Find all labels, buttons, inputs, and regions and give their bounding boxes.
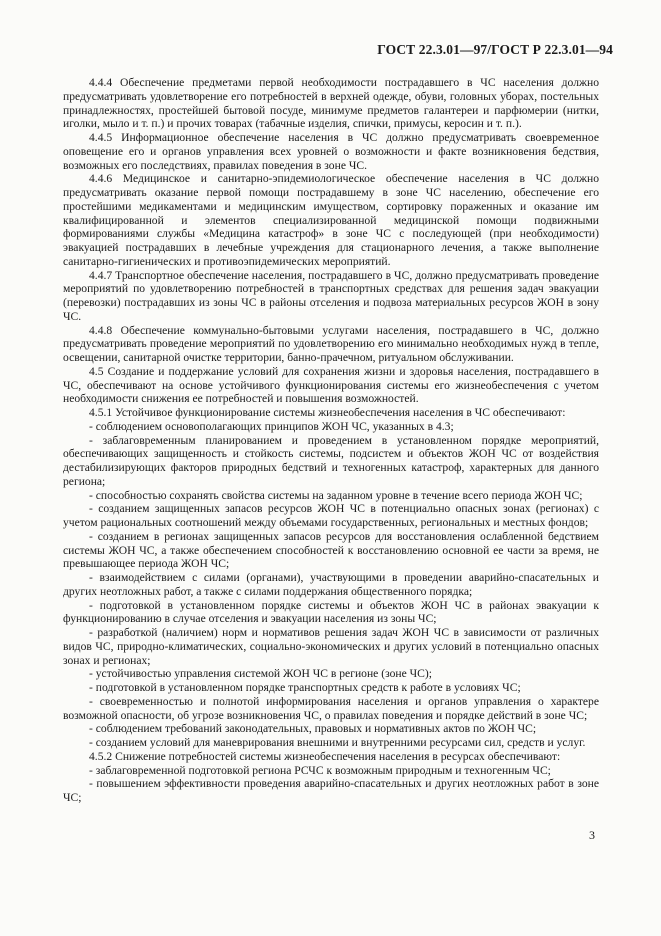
body-text — [63, 76, 599, 805]
list-item: - созданием защищенных запасов ресурсов ЖОН ЧС в потенциально опасных зонах (регионах) с учетом рациональных соотношений между объемами государственных, региональных и местных фондов; — [63, 502, 599, 529]
list-item: - своевременностью и полнотой информирования населения и органов управления о характере возможной опасности, об угрозе возникновения ЧС, о правилах поведения и порядке действий в зоне ЧС; — [63, 694, 599, 722]
list-item: - созданием условий для маневрирования внешними и внутренними ресурсами сил, средств и услуг. — [89, 736, 586, 749]
paragraph-4-4-5: 4.4.5 Информационное обеспечение населения в ЧС должно предусматривать своевременное оповещение его и органов управления всех уровней о возможности и факте возникновения бедствия, возможных его последствиях, правилах поведения в зоне ЧС. — [63, 131, 599, 172]
paragraph-4-4-8: 4.4.8 Обеспечение коммунально-бытовыми услугами населения, пострадавшего в ЧС, должно предусматривать проведение мероприятий по удовлетворению его минимально необходимых нужд в тепле, освещении, санитарной очистке территории, банно-прачечном, ритуальном обслуживании. — [63, 323, 599, 364]
list-item: - соблюдением требований законодательных, правовых и нормативных актов по ЖОН ЧС; — [89, 722, 537, 736]
paragraph-4-4-6: 4.4.6 Медицинское и санитарно-эпидемиологическое обеспечение населения в ЧС должно предусматривать оказание первой помощи пострадавшему в зоне ЧС населению, обеспечение его простейшими медикаментами и медицинским имуществом, сортировку пораженных и оказание им квалифицированной и элементов специализированной медицинской помощи подвижными формированиями службы «Медицина катастроф» в зоне ЧС с последующей (при необходимости) эвакуацией пострадавших в лечебные учреждения для стационарного лечения, а также выполнение санитарно-гигиенических и противоэпидемических мероприятий. — [63, 172, 599, 268]
paragraph-4-4-7: 4.4.7 Транспортное обеспечение населения, пострадавшего в ЧС, должно предусматривать проведение мероприятий по удовлетворению потребностей в транспортных средствах для решения задач эвакуации (перевозки) пострадавших из зоны ЧС в районы отселения и подвоза материальных ресурсов ЖОН в зону ЧС. — [63, 268, 599, 323]
list-item: - созданием в регионах защищенных запасов ресурсов для восстановления ослабленной бедствием системы ЖОН ЧС, а также обеспечением способностей к восстановлению основной ее части за время, не превышающее периода ЖОН ЧС; — [63, 529, 599, 571]
list-item: - соблюдением основополагающих принципов ЖОН ЧС, указанных в 4.3; — [89, 419, 454, 433]
paragraph-4-4-4: 4.4.4 Обеспечение предметами первой необходимости пострадавшего в ЧС населения должно предусматривать удовлетворение его потребностей в верхней одежде, обуви, головных уборах, постельных принадлежностях, простейшей бытовой посуде, минимуме предметов галантереи и парфюмерии (нитки, иголки, мыло и т. п.) и прочих товарах (табачные изделия, спички, примусы, керосин и т. п.). — [63, 76, 599, 131]
list-item: - заблаговременной подготовкой региона РСЧС к возможным природным и техногенным ЧС; — [89, 763, 551, 777]
list-item: - взаимодействием с силами (органами), участвующими в проведении аварийно-спасательных и других неотложных работ, а также с силами поддержания общественного порядка; — [63, 571, 599, 598]
list-item: - подготовкой в установленном порядке транспортных средств к работе в условиях ЧС; — [89, 681, 521, 694]
list-item: - заблаговременным планированием и проведением в установленном порядке мероприятий, обеспечивающих защищенность и стойкость системы, подсистем и объектов ЖОН ЧС от воздействия дестабилизирующих факторов природных бедствий и техногенных катастроф, характерных для данного региона; — [63, 433, 599, 488]
page-header: ГОСТ 22.3.01—97/ГОСТ Р 22.3.01—94 — [377, 42, 613, 57]
list-item: - разработкой (наличием) норм и нормативов решения задач ЖОН ЧС в зависимости от различных видов ЧС, природно-климатических, социально-экономических и других условий в потенциально опасных зонах и регионах; — [63, 626, 599, 667]
list-item: - подготовкой в установленном порядке системы и объектов ЖОН ЧС в районах эвакуации к функционированию в случае отселения и эвакуации населения из зоны ЧС; — [63, 598, 599, 626]
paragraph-4-5-1: 4.5.1 Устойчивое функционирование системы жизнеобеспечения населения в ЧС обеспечивают: — [89, 406, 566, 419]
list-item: - повышением эффективности проведения аварийно-спасательных и других неотложных работ в зоне ЧС; — [63, 777, 599, 804]
page-number: 3 — [589, 828, 595, 842]
paragraph-4-5: 4.5 Создание и поддержание условий для сохранения жизни и здоровья населения, пострадавшего в ЧС, обеспечивают на основе устойчивого функционирования системы его жизнеобеспечения с учетом необходимости снижения ее потребностей и повышения возможностей. — [63, 364, 599, 406]
paragraph-4-5-2: 4.5.2 Снижение потребностей системы жизнеобеспечения населения в ресурсах обеспечивают: — [89, 749, 561, 763]
list-item: - устойчивостью управления системой ЖОН ЧС в регионе (зоне ЧС); — [89, 667, 432, 681]
list-item: - способностью сохранять свойства системы на заданном уровне в течение всего периода ЖОН ЧС; — [89, 488, 583, 502]
